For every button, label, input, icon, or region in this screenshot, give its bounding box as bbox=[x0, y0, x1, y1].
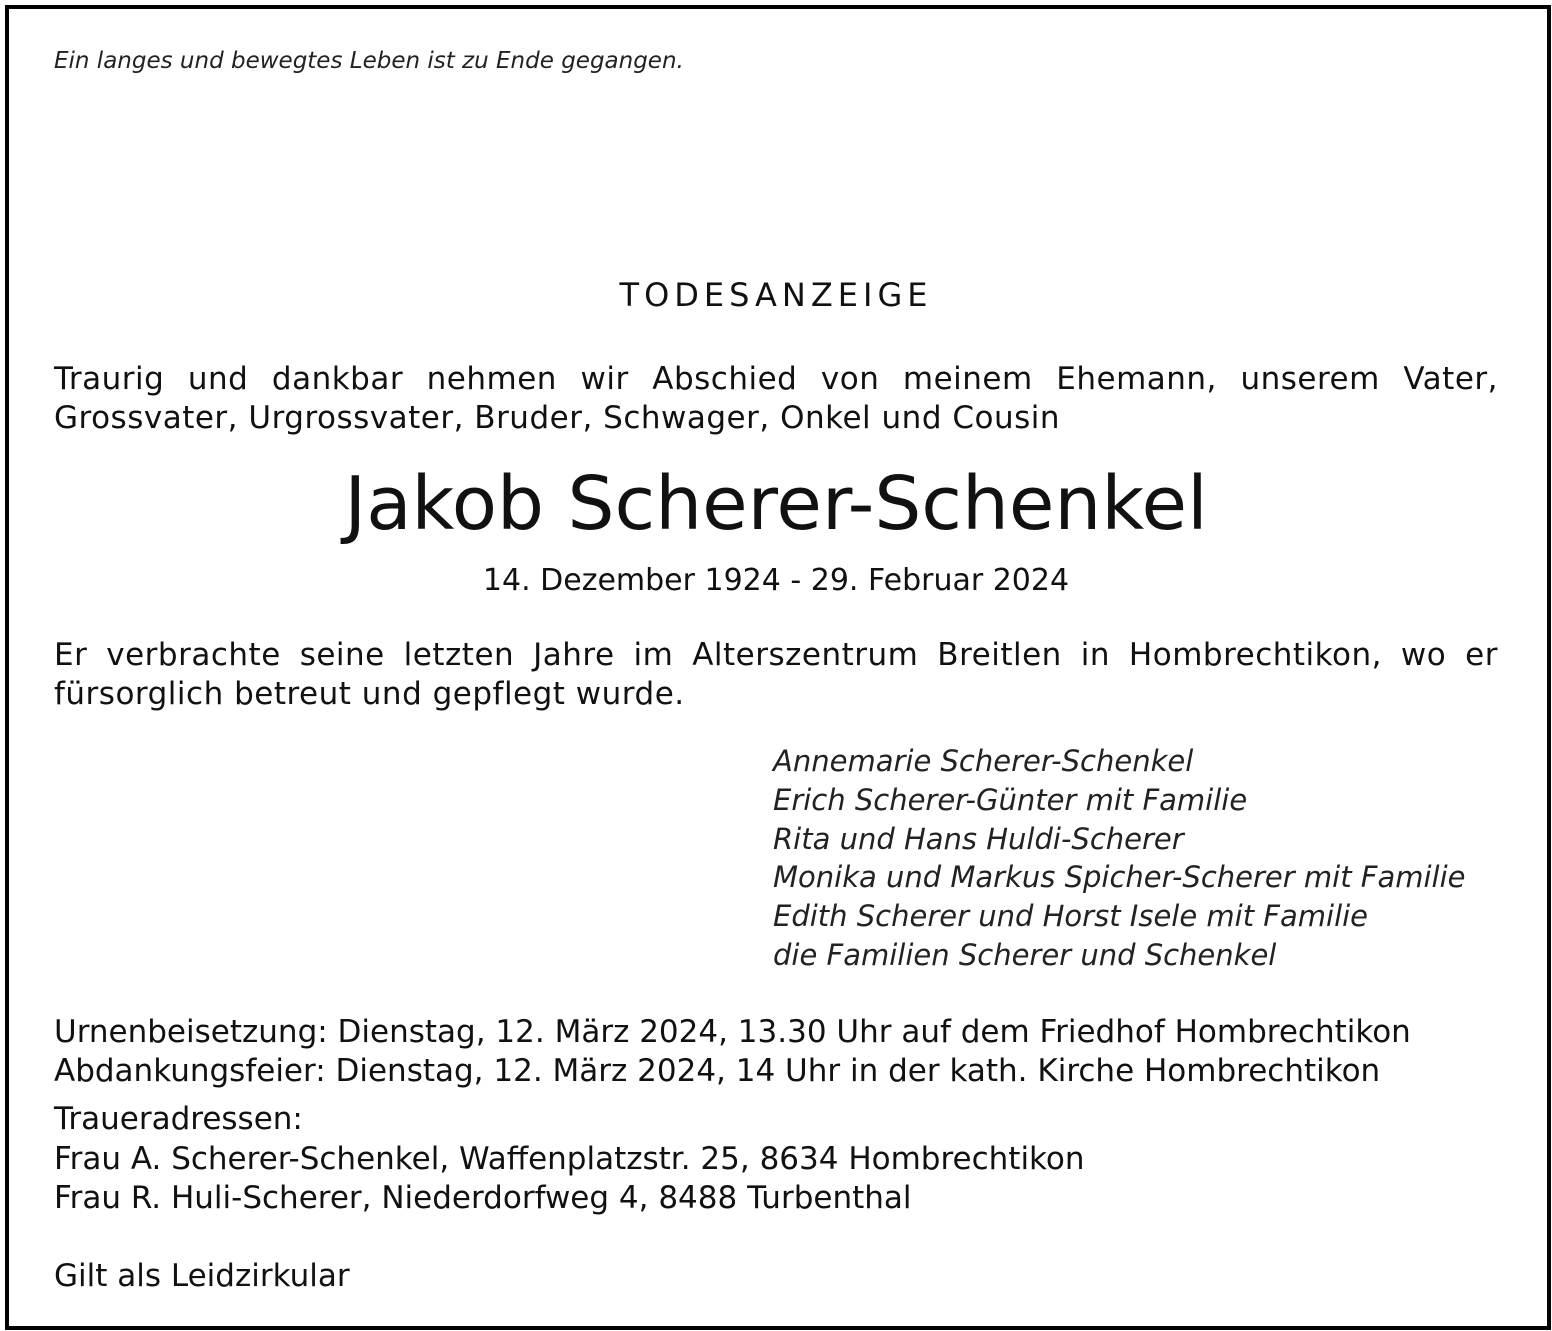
mourner: Monika und Markus Spicher-Scherer mit Familie bbox=[773, 860, 1466, 895]
stay-text: Er verbrachte seine letzten Jahre im Alterszentrum Breitlen in Hombrechtikon, wo er fürsorglich betreut und gepflegt wurde. bbox=[54, 637, 1498, 712]
address-line: Frau R. Huli-Scherer, Niederdorfweg 4, 8488 Turbenthal bbox=[54, 1180, 912, 1216]
closing-note: Gilt als Leidzirkular bbox=[54, 1258, 350, 1294]
motto: Ein langes und bewegtes Leben ist zu Ende gegangen. bbox=[54, 48, 684, 74]
intro-text: Traurig und dankbar nehmen wir Abschied von meinem Ehemann, unserem Vater, Grossvater, Urgrossvater, Bruder, Schwager, Onkel und Cousin bbox=[54, 361, 1498, 436]
mourner: die Familien Scherer und Schenkel bbox=[773, 937, 1277, 972]
mourner: Erich Scherer-Günter mit Familie bbox=[773, 782, 1248, 817]
mourner: Annemarie Scherer-Schenkel bbox=[773, 744, 1194, 778]
memorial-info: Abdankungsfeier: Dienstag, 12. März 2024, 14 Uhr in der kath. Kirche Hombrechtikon bbox=[54, 1052, 1381, 1089]
mourning-addresses bbox=[54, 1100, 1085, 1219]
ceremonies bbox=[54, 1013, 1411, 1090]
notice-heading: TODESANZEIGE bbox=[619, 276, 933, 314]
urn-burial-info: Urnenbeisetzung: Dienstag, 12. März 2024, 13.30 Uhr auf dem Friedhof Hombrechtikon bbox=[54, 1014, 1411, 1050]
addresses-label: Traueradressen: bbox=[54, 1101, 303, 1137]
address-line: Frau A. Scherer-Schenkel, Waffenplatzstr. 25, 8634 Hombrechtikon bbox=[54, 1140, 1085, 1177]
life-dates: 14. Dezember 1924 - 29. Februar 2024 bbox=[482, 563, 1070, 598]
mourners-list bbox=[773, 742, 1466, 975]
mourner: Rita und Hans Huldi-Scherer bbox=[773, 821, 1184, 856]
mourner: Edith Scherer und Horst Isele mit Familie bbox=[773, 899, 1369, 934]
deceased-name: Jakob Scherer-Schenkel bbox=[344, 461, 1208, 547]
